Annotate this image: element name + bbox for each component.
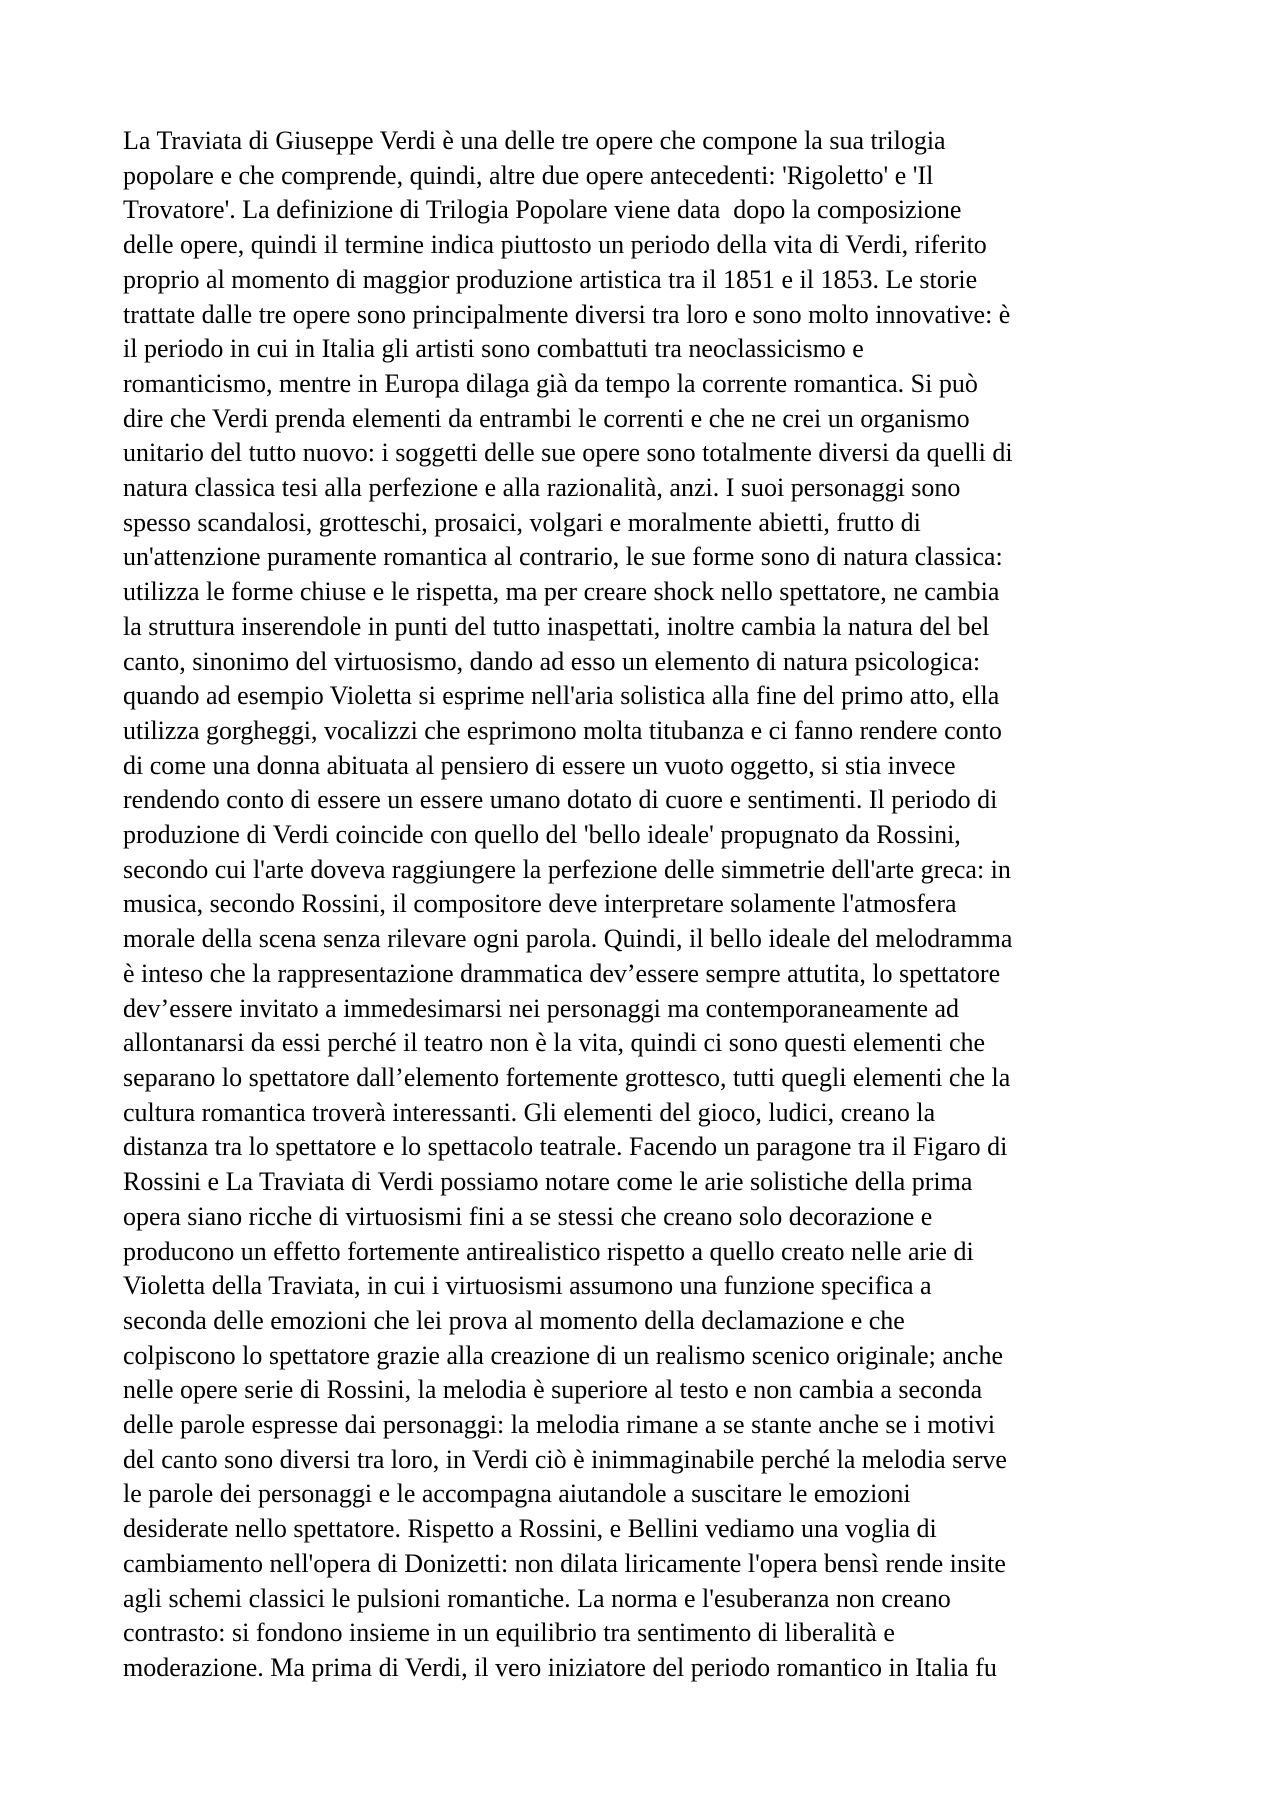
text-line: contrasto: si fondono insieme in un equilibrio tra sentimento di liberalità e <box>123 1618 895 1648</box>
text-line: Rossini e La Traviata di Verdi possiamo notare come le arie solistiche della prima <box>123 1167 973 1197</box>
body-text <box>123 124 1183 1686</box>
text-line: canto, sinonimo del virtuosismo, dando ad esso un elemento di natura psicologica: <box>123 646 981 676</box>
text-line: allontanarsi da essi perché il teatro non è la vita, quindi ci sono questi elementi che <box>123 1028 986 1058</box>
text-line: del canto sono diversi tra loro, in Verdi ciò è inimmaginabile perché la melodia serve <box>123 1444 1007 1474</box>
text-line: romanticismo, mentre in Europa dilaga già da tempo la corrente romantica. Si può <box>123 368 978 398</box>
text-line: seconda delle emozioni che lei prova al momento della declamazione e che <box>123 1305 905 1335</box>
text-line: popolare e che comprende, quindi, altre due opere antecedenti: 'Rigoletto' e 'Il <box>123 160 934 190</box>
text-line: cultura romantica troverà interessanti. Gli elementi del gioco, ludici, creano la <box>123 1097 936 1127</box>
text-line: delle parole espresse dai personaggi: la melodia rimane a se stante anche se i motivi <box>123 1410 996 1440</box>
text-line: La Traviata di Giuseppe Verdi è una delle tre opere che compone la sua trilogia <box>123 126 946 155</box>
text-line: utilizza le forme chiuse e le rispetta, ma per creare shock nello spettatore, ne cambia <box>123 577 1000 607</box>
text-line: musica, secondo Rossini, il compositore deve interpretare solamente l'atmosfera <box>123 889 957 919</box>
text-line: separano lo spettatore dall’elemento fortemente grottesco, tutti quegli elementi che la <box>123 1062 1011 1092</box>
text-line: spesso scandalosi, grotteschi, prosaici, volgari e moralmente abietti, frutto di <box>123 507 921 537</box>
text-line: di come una donna abituata al pensiero di essere un vuoto oggetto, si stia invece <box>123 750 956 780</box>
text-line: agli schemi classici le pulsioni romantiche. La norma e l'esuberanza non creano <box>123 1583 951 1613</box>
text-line: proprio al momento di maggior produzione artistica tra il 1851 e il 1853. Le storie <box>123 264 978 294</box>
text-line: Trovatore'. La definizione di Trilogia Popolare viene data dopo la composizione <box>123 195 962 225</box>
text-line: il periodo in cui in Italia gli artisti sono combattuti tra neoclassicismo e <box>123 334 864 364</box>
text-line: natura classica tesi alla perfezione e alla razionalità, anzi. I suoi personaggi sono <box>123 473 961 503</box>
text-line: quando ad esempio Violetta si esprime nell'aria solistica alla fine del primo atto, ella <box>123 681 1000 711</box>
text-line: dev’essere invitato a immedesimarsi nei personaggi ma contemporaneamente ad <box>123 993 960 1023</box>
text-line: opera siano ricche di virtuosismi fini a se stessi che creano solo decorazione e <box>123 1201 933 1231</box>
text-line: dire che Verdi prenda elementi da entrambi le correnti e che ne crei un organismo <box>123 403 970 433</box>
text-line: moderazione. Ma prima di Verdi, il vero iniziatore del periodo romantico in Italia fu <box>123 1652 997 1682</box>
text-line: producono un effetto fortemente antirealistico rispetto a quello creato nelle arie di <box>123 1236 974 1266</box>
text-line: delle opere, quindi il termine indica piuttosto un periodo della vita di Verdi, riferito <box>123 230 987 260</box>
text-line: un'attenzione puramente romantica al contrario, le sue forme sono di natura classica: <box>123 542 1003 572</box>
text-line: cambiamento nell'opera di Donizetti: non dilata liricamente l'opera bensì rende insite <box>123 1548 1006 1578</box>
text-line: colpiscono lo spettatore grazie alla creazione di un realismo scenico originale; anche <box>123 1340 1004 1370</box>
text-line: morale della scena senza rilevare ogni parola. Quindi, il bello ideale del melodramma <box>123 924 1013 954</box>
text-line: distanza tra lo spettatore e lo spettacolo teatrale. Facendo un paragone tra il Figaro di <box>123 1132 1008 1162</box>
text-line: desiderate nello spettatore. Rispetto a Rossini, e Bellini vediamo una voglia di <box>123 1514 937 1544</box>
text-line: è inteso che la rappresentazione drammatica dev’essere sempre attutita, lo spettatore <box>123 958 1001 988</box>
text-line: rendendo conto di essere un essere umano dotato di cuore e sentimenti. Il periodo di <box>123 785 998 815</box>
text-line: unitario del tutto nuovo: i soggetti delle sue opere sono totalmente diversi da quelli di <box>123 438 1013 468</box>
text-line: produzione di Verdi coincide con quello del 'bello ideale' propugnato da Rossini, <box>123 820 961 850</box>
text-line: secondo cui l'arte doveva raggiungere la perfezione delle simmetrie dell'arte greca: in <box>123 854 1011 884</box>
text-line: trattate dalle tre opere sono principalmente diversi tra loro e sono molto innovative: è <box>123 299 1011 329</box>
text-line: utilizza gorgheggi, vocalizzi che esprimono molta titubanza e ci fanno rendere conto <box>123 715 1002 745</box>
text-line: la struttura inserendole in punti del tutto inaspettati, inoltre cambia la natura del bel <box>123 611 990 641</box>
text-line: nelle opere serie di Rossini, la melodia è superiore al testo e non cambia a seconda <box>123 1375 983 1405</box>
text-line: Violetta della Traviata, in cui i virtuosismi assumono una funzione specifica a <box>123 1271 932 1301</box>
text-line: le parole dei personaggi e le accompagna aiutandole a suscitare le emozioni <box>123 1479 911 1509</box>
